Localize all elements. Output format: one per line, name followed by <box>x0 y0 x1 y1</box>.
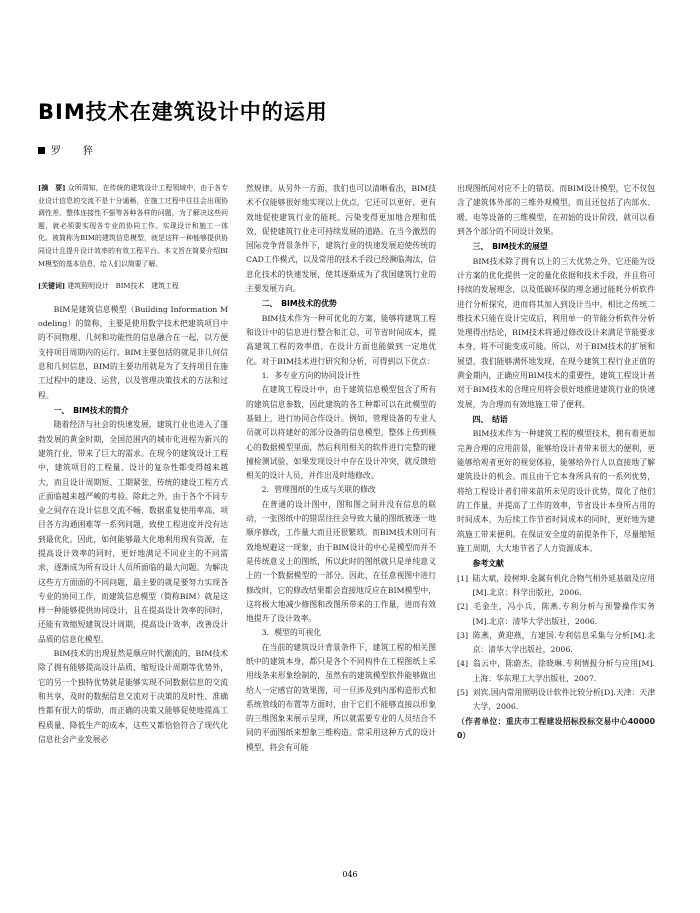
reference-number: [3] <box>457 630 469 640</box>
column-1 <box>38 182 228 747</box>
reference-text: 陆大斌，段树坤.金属有机化合物气相外延基础及应用[M].北京：科学出版社，2006. <box>472 573 655 597</box>
keywords <box>38 280 228 293</box>
reference-item <box>457 686 655 715</box>
body-paragraph: 出现图纸间对应不上的错误。而BIM设计模型，它不仅包含了建筑体外部的三维外观模型，而且还包括了内部水、暖、电等设备的三维模型，在初始的设计阶段，就可以看到各个部分的不同设计效果。 <box>457 184 655 236</box>
column-3-body <box>457 182 655 743</box>
keywords-tag: [关键词] <box>38 282 66 291</box>
page-number: 046 <box>342 870 358 879</box>
section-heading: 一、 BIM技术的简介 <box>53 405 129 415</box>
article-title: BIM技术在建筑设计中的运用 <box>38 100 328 124</box>
body-paragraph: BIM技术除了拥有以上的三大优势之外，它还能为设计方案的优化提供一定的量化依据和技术手段，并且将可持续的发展理念，以及低碳环保的理念通过能耗分析软件进行分析探究，进而将其加入到设计当中。相比之传统二维技术只能在设计完成后，利用单一的节能分析软件分析处理得出结论，BIM技术将通过修改设计来满足节能要求本身，将不可能变成可能。所以，对于BIM技术的扩展和展望，我们能够满怀地发现，在现今建筑工程行业正值的黄金期内，正确应用BIM技术的重要性，建筑工程设计者对于BIM技术的合理应用将会很好地推进建筑行业的快速发展，为合理而有效地施工带了便利。 <box>457 256 655 409</box>
abstract <box>38 182 228 270</box>
body-paragraph: BIM是建筑信息模型（Building Information Modeling）的简称，主要是使用数字技术把建筑项目中的不同物理、几何和功能性的信息融合在一起，以方便支持项目周期内的运行。BIM主要包括的就是非几何信息和几何信息，BIM的主要功用就是为了支持项目在施工过程中的建设、运营，以及管理决策技术的方法和过程。 <box>38 304 228 400</box>
section-heading: 参考文献 <box>472 559 504 569</box>
body-paragraph: 在普通的设计图中，图和图之间并没有信息的联动，一张图纸中的错误往往会导致大量的图纸被逐一地顺序修改，工作量大而且还很繁琐。而BIM技术则可有效地规避这一现象，由于BIM设计的中心是模型而并不是传统意义上的图纸，所以此时的图纸就只是单纯意义上的一个数据模型的一部分。因此，在任意视图中进行修改时，它的修改结果都会直接地反应在BIM模型中，这将极大地减少修图和改图所带来的工作量，进而有效地提升了设计效率。 <box>246 499 436 624</box>
body-paragraph: 在当前的建筑设计背景条件下，建筑工程的相关图纸中的建筑本身，都只是各个不同构件在工程图纸上采用线条来形象绘制的，虽然有的建筑模型软件能够做出给人一定感官的效果图，可一旦涉及到内部构造形式和系统管线的布置等方面时，由于它们不能够直接以形象的三维图象来展示呈现，所以就需要专业的人员结合不同的平面图纸来想象三维构造。常采用这种方式的设计模型，将会有可能 <box>246 642 436 752</box>
reference-item <box>457 629 655 658</box>
reference-number: [5] <box>457 688 469 697</box>
body-paragraph: BIM技术作为一种建筑工程的模型技术，拥有着更加完善合理的应用前景，能够给设计者带来很大的便利，更能够给观者更好的视觉体验，能够给外行人以直接地了解建筑设计的机会。而且由于它本身所具有的一系列优势，将给工程设计者们带来前所未见的设计优势，简化了他们的工作量，并提高了工作的效率，节省设计本身所占用的时间成本，为后续工作节省时间成本的同时，更好地为建筑施工带来便利。在保证安全度的前提条件下，尽量缩短施工周期，大大地节省了人力资源成本。 <box>457 429 655 553</box>
author-line <box>38 142 99 157</box>
column-2 <box>246 182 436 755</box>
reference-text: 翁云中，陈蔚杰，徐晓琳.专利情报分析与应用[M].上海：华东理工大学出版社，2007. <box>472 659 655 683</box>
author-affiliation: （作者单位：重庆市工程建设招标投标交易中心400000） <box>457 716 655 740</box>
subsection-heading: 3．模型的可视化 <box>261 628 322 638</box>
reference-number: [2] <box>457 602 469 612</box>
section-heading: 三、 BIM技术的展望 <box>472 242 548 252</box>
subsection-heading: 2．管理图纸的生成与关联的修改 <box>261 485 376 495</box>
body-paragraph: 在建筑工程设计中，由于建筑信息模型包含了所有的建筑信息参数，因此建筑的各工种都可以在此模型的基础上，进行协同合作设计。例如，管理设备的专业人员就可以将建好的部分设备的信息模型，整体上传到核心的数据模型里面，然后利用相关的软件进行完整的碰撞检测试验，如果发现设计中存在设计冲突，就反馈给相关的设计人员，并作出及时地修改。 <box>246 385 436 481</box>
column-3 <box>457 182 655 743</box>
abstract-tag: [摘 要] <box>38 184 66 192</box>
body-paragraph: 然规律。从另外一方面，我们也可以清晰看出，BIM技术不仅能够很好地实现以上优点，它还可以更好、更有效地促使建筑行业的能耗、污染变得更加地合理和低效，促使建筑行业走可持续发展的道路。在当今激烈的国际竞争背景条件下，建筑行业的快速发展迫使传统的CAD工作模式，以及常用的技术手段已经濒临淘汰，信息化技术的快速发展，使其逐渐成为了我国建筑行业的主要发展方向。 <box>246 184 436 294</box>
author-name: 罗 猝 <box>51 146 99 157</box>
subsection-heading: 1．多专业方向的协同设计性 <box>261 371 361 381</box>
reference-item <box>457 572 655 601</box>
square-bullet-icon <box>38 147 45 154</box>
reference-item <box>457 657 655 686</box>
reference-text: 毛金生，冯小兵，陈燕.专利分析与预警操作实务[M].北京：清华大学出版社，2006. <box>472 602 655 626</box>
section-heading: 四、 结语 <box>472 414 508 424</box>
reference-text: 刘宾.国内常用照明设计软件比较分析[D].天津：天津大学，2006. <box>472 688 655 712</box>
body-paragraph: BIM技术的出现显然是顺应时代潮流的，BIM技术除了拥有能够提高设计品质、缩短设计周期等优势外，它的另一个独特优势就是能够实现不同数据信息的交流和共享，及时的数据信息交流对于决策的及时性、准确性都有很大的帮助，而正确的决策又能够促使地提高工程质量、降低生产的成本，这些又都恰恰符合了现代化信息社会产业发展必 <box>38 649 228 744</box>
section-heading: 二、 BIM技术的优势 <box>261 299 337 309</box>
body-paragraph: 随着经济与社会的快速发展，建筑行业也进入了蓬勃发展的黄金时期，全国范围内的城市化进程为新兴的建筑行业，带来了巨大的需求。在现今的建筑设计工程中，建筑项目的工程量、设计的复杂性都变得越来越大，而且设计周期短、工期紧张，传统的建设工程方式正面临越来越严峻的考验。除此之外，由于各个不同专业之间存在设计信息交流不畅、数据重复使用率高、项目各方沟通困难等一系列问题，致使工程进度并没有达到最优化。因此，如何能够最大化地利用现有资源，在提高设计效率的同时，更好地满足不同业主的不同需求，逐渐成为所有设计人员所面临的最大问题。为解决这些方方面面的不同问题，最主要的就是要努力实现各专业的协同工作，而建筑信息模型（简称BIM）就是这样一种能够提供协同设计，且在提高设计效率的同时，还能有效缩短建筑设计周期，提高设计效率，改善设计品质的信息化模型。 <box>38 420 228 644</box>
column-1-body <box>38 303 228 747</box>
reference-number: [1] <box>457 573 469 583</box>
reference-text: 陈燕，黄迎燕，方建国.专利信息采集与分析[M].北京：清华大学出版社，2006. <box>472 630 655 655</box>
abstract-text: 众所周知，在传统的建筑设计工程领域中，由于各专业设计信息的交流不是十分通畅，在施工过程中往往会出现协调性差、整体连接性不强等各种各样的问题，为了解决这些问题，就必须要实现各专业的协同工作。实现设计和施工一体化。被简称为BIM的建筑信息模型，就是这样一种能够提供协同设计且提升设计效率的有效工程平台。本文旨在简要介绍BIM模型的基本信息，给人们以简要了解。 <box>38 184 228 268</box>
body-paragraph: BIM技术作为一种可优化的方案，能够将建筑工程和设计中的信息进行整合和汇总，可节省时间成本，提高建筑工程的效率值，在设计方面也能做到一定地优化。对于BIM技术进行研究和分析，可得到以下优点： <box>246 313 436 366</box>
reference-item <box>457 600 655 629</box>
keywords-text: 建筑照明设计 BIM技术 建筑工程 <box>67 282 179 291</box>
reference-number: [4] <box>457 659 469 669</box>
column-2-body <box>246 182 436 755</box>
